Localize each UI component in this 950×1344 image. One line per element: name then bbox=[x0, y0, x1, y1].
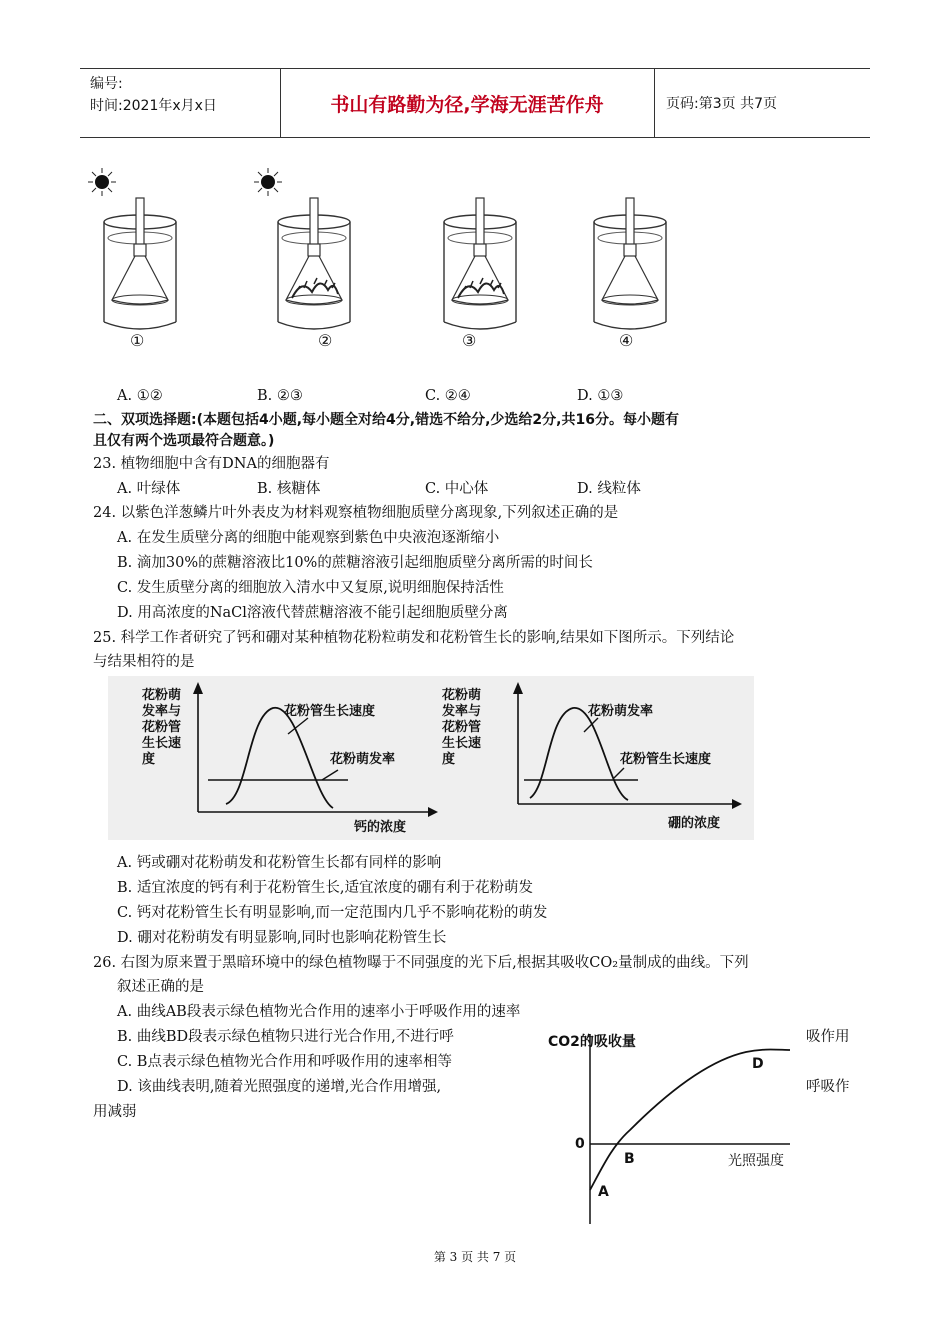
q26-stem-line2: 叙述正确的是 bbox=[117, 979, 204, 995]
q22-option-d: D. ①③ bbox=[577, 388, 624, 404]
left-y-label bbox=[142, 688, 181, 768]
right-flat-label: 花粉管生长速度 bbox=[620, 752, 712, 767]
q24-option-c: C. 发生质壁分离的细胞放入清水中又复原,说明细胞保持活性 bbox=[117, 580, 504, 596]
header-left bbox=[90, 73, 217, 117]
figure-label-4: ④ bbox=[619, 331, 634, 350]
q24-option-b: B. 滴加30%的蔗糖溶液比10%的蔗糖溶液引起细胞质壁分离所需的时间长 bbox=[117, 555, 593, 571]
q22-option-a: A. ①② bbox=[117, 388, 163, 404]
time-label: 时间:2021年x月x日 bbox=[90, 98, 217, 114]
left-y-label-line: 花粉萌 bbox=[142, 688, 182, 703]
q25-option-d: D. 硼对花粉萌发有明显影响,同时也影响花粉管生长 bbox=[117, 930, 447, 946]
header-page-label: 页码:第3页 共7页 bbox=[666, 96, 777, 112]
section-heading-line2: 且仅有两个选项最符合题意。) bbox=[93, 433, 275, 449]
right-peak-curve bbox=[530, 708, 628, 800]
figure-label-3: ③ bbox=[462, 331, 477, 350]
q25-option-c: C. 钙对花粉管生长有明显影响,而一定范围内几乎不影响花粉的萌发 bbox=[117, 905, 548, 921]
q26-option-b-tail: 吸作用 bbox=[806, 1029, 850, 1045]
q24-option-d: D. 用高浓度的NaCl溶液代替蔗糖溶液不能引起细胞质壁分离 bbox=[117, 605, 508, 621]
q26-option-d: D. 该曲线表明,随着光照强度的递增,光合作用增强, bbox=[117, 1079, 442, 1095]
left-y-label-line: 度 bbox=[142, 752, 156, 767]
co2-origin-label: 0 bbox=[575, 1136, 585, 1152]
jar-1 bbox=[104, 198, 176, 329]
right-x-arrow bbox=[732, 799, 742, 809]
co2-x-label: 光照强度 bbox=[728, 1153, 784, 1169]
q26-option-c: C. B点表示绿色植物光合作用和呼吸作用的速率相等 bbox=[117, 1054, 452, 1070]
left-x-label: 钙的浓度 bbox=[354, 820, 407, 835]
header-motto: 书山有路勤为径,学海无涯苦作舟 bbox=[330, 93, 604, 116]
q23-option-b: B. 核糖体 bbox=[257, 481, 321, 497]
jar-4 bbox=[594, 198, 666, 329]
q22-option-b: B. ②③ bbox=[257, 388, 303, 404]
sun-icon bbox=[88, 168, 116, 196]
co2-point-a-label: A bbox=[598, 1184, 609, 1200]
number-label: 编号: bbox=[90, 76, 123, 92]
left-peak-label: 花粉管生长速度 bbox=[284, 704, 376, 719]
left-peak-curve bbox=[226, 708, 333, 808]
right-x-label: 硼的浓度 bbox=[668, 816, 721, 831]
q26-option-b: B. 曲线BD段表示绿色植物只进行光合作用,不进行呼 bbox=[117, 1029, 454, 1045]
apparatus-figure bbox=[70, 160, 690, 330]
right-y-label-line: 花粉萌 bbox=[442, 688, 482, 703]
right-peak-pointer bbox=[584, 718, 598, 732]
left-flat-pointer bbox=[322, 770, 338, 780]
q25-stem-line2: 与结果相符的是 bbox=[93, 654, 195, 670]
left-x-arrow bbox=[428, 807, 438, 817]
q25-charts bbox=[108, 676, 754, 840]
left-flat-label: 花粉萌发率 bbox=[330, 752, 396, 767]
q26-option-d-tail: 呼吸作 bbox=[806, 1079, 850, 1095]
q26-option-a: A. 曲线AB段表示绿色植物光合作用的速率小于呼吸作用的速率 bbox=[117, 1004, 521, 1020]
right-y-label-line: 发率与 bbox=[442, 704, 482, 719]
co2-point-b-label: B bbox=[624, 1151, 635, 1167]
left-y-label-line: 花粉管 bbox=[142, 720, 182, 735]
q25-option-b: B. 适宜浓度的钙有利于花粉管生长,适宜浓度的硼有利于花粉萌发 bbox=[117, 880, 533, 896]
sun-icon bbox=[254, 168, 282, 196]
q26-stem-line1: 26. 右图为原来置于黑暗环境中的绿色植物曝于不同强度的光下后,根据其吸收CO₂量制成的曲线。下列 bbox=[93, 955, 749, 971]
right-peak-label: 花粉萌发率 bbox=[588, 704, 654, 719]
q25-option-a: A. 钙或硼对花粉萌发和花粉管生长都有同样的影响 bbox=[117, 855, 442, 871]
co2-y-label bbox=[548, 1031, 636, 1051]
figure-label-2: ② bbox=[318, 331, 333, 350]
jar-2 bbox=[278, 198, 350, 329]
q23-option-a: A. 叶绿体 bbox=[117, 481, 181, 497]
figure-label-1: ① bbox=[130, 331, 145, 350]
page-header bbox=[80, 68, 870, 138]
co2-chart bbox=[540, 1020, 800, 1230]
right-y-label-line: 花粉管 bbox=[442, 720, 482, 735]
left-y-label-line: 发率与 bbox=[142, 704, 182, 719]
q24-stem: 24. 以紫色洋葱鳞片叶外表皮为材料观察植物细胞质壁分离现象,下列叙述正确的是 bbox=[93, 505, 619, 521]
right-y-label-line: 度 bbox=[442, 752, 456, 767]
q22-option-c: C. ②④ bbox=[425, 388, 471, 404]
header-divider bbox=[654, 69, 655, 137]
left-y-label-line: 生长速 bbox=[142, 736, 182, 751]
q23-option-d: D. 线粒体 bbox=[577, 481, 641, 497]
section-heading-line1: 二、双项选择题:(本题包括4小题,每小题全对给4分,错选不给分,少选给2分,共16分。每小题有 bbox=[93, 412, 679, 428]
left-y-arrow bbox=[193, 682, 203, 694]
co2-y-label-text: CO2的吸收量 bbox=[548, 1034, 636, 1050]
q25-stem-line1: 25. 科学工作者研究了钙和硼对某种植物花粉粒萌发和花粉管生长的影响,结果如下图所示。下列结论 bbox=[93, 630, 735, 646]
right-y-label bbox=[442, 688, 481, 768]
jar-3 bbox=[444, 198, 516, 329]
q26-option-d-wrap: 用减弱 bbox=[93, 1104, 137, 1120]
right-y-arrow bbox=[513, 682, 523, 694]
right-flat-pointer bbox=[614, 768, 624, 778]
q23-stem: 23. 植物细胞中含有DNA的细胞器有 bbox=[93, 456, 330, 472]
q23-option-c: C. 中心体 bbox=[425, 481, 489, 497]
co2-point-d-label: D bbox=[752, 1056, 764, 1072]
right-y-label-line: 生长速 bbox=[442, 736, 482, 751]
page-footer: 第 3 页 共 7 页 bbox=[433, 1250, 517, 1264]
q24-option-a: A. 在发生质壁分离的细胞中能观察到紫色中央液泡逐渐缩小 bbox=[117, 530, 500, 546]
